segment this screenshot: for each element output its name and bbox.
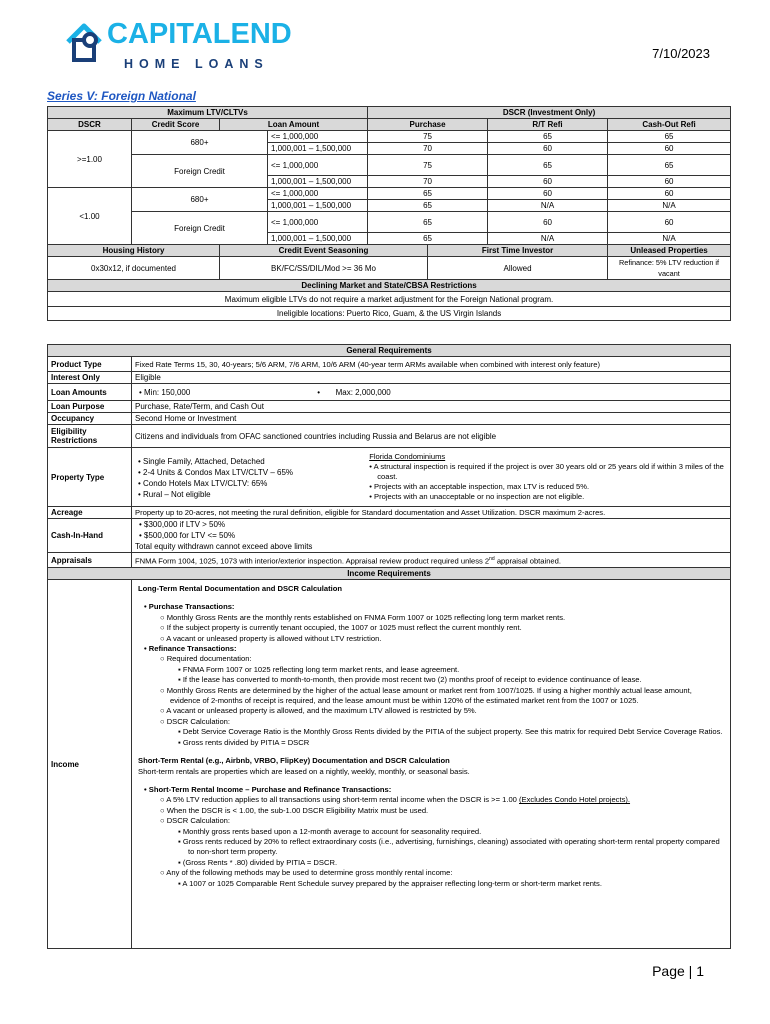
series-title: Series V: Foreign National bbox=[47, 89, 196, 103]
table-row bbox=[48, 131, 731, 143]
rt-refi-value: N/A bbox=[488, 200, 608, 212]
purchase-value: 65 bbox=[368, 212, 488, 233]
cash-in-hand-value bbox=[132, 519, 731, 553]
cashout-refi-value: 60 bbox=[608, 212, 731, 233]
credit-score-value: 680+ bbox=[132, 188, 268, 212]
table-row bbox=[48, 384, 731, 401]
income-requirements-header: Income Requirements bbox=[48, 568, 731, 580]
rt-refi-value: N/A bbox=[488, 233, 608, 245]
credit-score-value: Foreign Credit bbox=[132, 155, 268, 188]
col-purchase: Purchase bbox=[368, 119, 488, 131]
purchase-value: 75 bbox=[368, 155, 488, 176]
col-cashout-refi: Cash-Out Refi bbox=[608, 119, 731, 131]
purchase-value: 70 bbox=[368, 143, 488, 155]
credit-event-label: Credit Event Seasoning bbox=[220, 245, 428, 257]
purchase-value: 75 bbox=[368, 131, 488, 143]
cashout-refi-value: 60 bbox=[608, 188, 731, 200]
dscr-value: >=1.00 bbox=[48, 131, 132, 188]
list-item: ○ DSCR Calculation: bbox=[160, 816, 231, 826]
list-item: • Condo Hotels Max LTV/CLTV: 65% bbox=[138, 479, 268, 488]
product-type-value: Fixed Rate Terms 15, 30, 40-years; 5/6 ARM, 7/6 ARM, 10/6 ARM (40-year term ARMs available when combined with interest only feature) bbox=[132, 357, 731, 372]
table-row bbox=[48, 425, 731, 448]
declining-header-row bbox=[48, 280, 731, 292]
credit-event-value: BK/FC/SS/DIL/Mod >= 36 Mo bbox=[220, 257, 428, 280]
dscr-value: <1.00 bbox=[48, 188, 132, 245]
purchase-value: 65 bbox=[368, 188, 488, 200]
cashout-refi-value: N/A bbox=[608, 200, 731, 212]
list-item: ○ Monthly Gross Rents are determined by the higher of the actual lease amount or market rent from 1007/1025. If using a higher monthly actual lease amount, evidence of 2-months of receipt is required, and the lease amount must be within 120% of the estimated market rent from the 1007 or 1025. bbox=[160, 685, 692, 706]
list-item: ○ If the subject property is currently tenant occupied, the 1007 or 1025 must reflect the current monthly rent. bbox=[160, 623, 522, 633]
purchase-value: 70 bbox=[368, 176, 488, 188]
loan-purpose-label: Loan Purpose bbox=[48, 401, 132, 413]
cashout-refi-value: 60 bbox=[608, 143, 731, 155]
loan-amount-value: 1,000,001 – 1,500,000 bbox=[268, 176, 368, 188]
eligibility-label: Eligibility Restrictions bbox=[48, 425, 132, 448]
appraisals-value: FNMA Form 1004, 1025, 1073 with interior/exterior inspection. Appraisal review product required unless 2nd appraisal obtained. bbox=[132, 553, 731, 568]
acreage-value: Property up to 20-acres, not meeting the rural definition, eligible for Standard documentation and Asset Utilization. DSCR maximum 2-acres. bbox=[132, 507, 731, 519]
loan-amount-value: 1,000,001 – 1,500,000 bbox=[268, 143, 368, 155]
acreage-label: Acreage bbox=[48, 507, 132, 519]
florida-condominiums bbox=[367, 452, 730, 502]
table-row bbox=[48, 507, 731, 519]
document-date: 7/10/2023 bbox=[652, 46, 710, 61]
list-item: ○ Monthly Gross Rents are the monthly rents established on FNMA Form 1007 or 1025 reflecting long term market rents. bbox=[160, 612, 566, 622]
income-row bbox=[48, 580, 731, 949]
table-row bbox=[48, 357, 731, 372]
list-item: • Rural – Not eligible bbox=[138, 490, 211, 499]
rt-refi-value: 60 bbox=[488, 188, 608, 200]
ineligible-locations: Ineligible locations: Puerto Rico, Guam, & the US Virgin Islands bbox=[48, 307, 731, 321]
cashout-refi-value: 65 bbox=[608, 131, 731, 143]
matrix-column-header bbox=[48, 119, 731, 131]
occupancy-label: Occupancy bbox=[48, 413, 132, 425]
declining-market-text: Maximum eligible LTVs do not require a market adjustment for the Foreign National program. bbox=[48, 292, 731, 307]
list-item: ▪ Gross rents divided by PITIA = DSCR bbox=[178, 737, 310, 747]
interest-only-label: Interest Only bbox=[48, 372, 132, 384]
declining-text-row bbox=[48, 292, 731, 307]
list-item: ○ A 5% LTV reduction applies to all transactions using short-term rental income when the DSCR is >= 1.00 (Excludes Condo Hotel projects). bbox=[160, 795, 631, 805]
first-time-investor-label: First Time Investor bbox=[428, 245, 608, 257]
col-credit-score: Credit Score bbox=[132, 119, 220, 131]
rt-refi-value: 60 bbox=[488, 212, 608, 233]
list-item: • Projects with an unacceptable or no inspection are not eligible. bbox=[369, 492, 585, 501]
product-type-label: Product Type bbox=[48, 357, 132, 372]
str-income-title: • Short-Term Rental Income – Purchase and Refinance Transactions: bbox=[144, 784, 392, 794]
table-row bbox=[48, 519, 731, 553]
loan-amount-value: <= 1,000,000 bbox=[268, 212, 368, 233]
loan-amount-value: <= 1,000,000 bbox=[268, 188, 368, 200]
cash-in-hand-note: Total equity withdrawn cannot exceed above limits bbox=[135, 542, 313, 551]
property-type-list bbox=[132, 452, 367, 502]
list-item: • $300,000 if LTV > 50% bbox=[139, 520, 226, 529]
left-group-header: Maximum LTV/CLTVs bbox=[48, 107, 368, 119]
unleased-properties-value: Refinance: 5% LTV reduction if vacant bbox=[608, 257, 731, 280]
credit-score-value: 680+ bbox=[132, 131, 268, 155]
list-item: • A structural inspection is required if the project is over 30 years old or 25 years old if within 3 miles of the coast. bbox=[369, 462, 724, 481]
loan-amount-value: 1,000,001 – 1,500,000 bbox=[268, 233, 368, 245]
rt-refi-value: 65 bbox=[488, 155, 608, 176]
florida-title: Florida Condominiums bbox=[369, 452, 446, 461]
table-row bbox=[48, 188, 731, 200]
brand-name: CAPITALEND bbox=[107, 18, 292, 50]
refi-title: • Refinance Transactions: bbox=[144, 644, 237, 654]
table-row bbox=[48, 448, 731, 507]
list-item: ▪ Debt Service Coverage Ratio is the Monthly Gross Rents divided by the PITIA of the subject property. See this matrix for required Debt Service Coverage Ratios. bbox=[178, 727, 723, 737]
list-item: ○ Required documentation: bbox=[160, 654, 252, 664]
table-row bbox=[48, 401, 731, 413]
table-row bbox=[48, 372, 731, 384]
rt-refi-value: 60 bbox=[488, 176, 608, 188]
declining-market-header: Declining Market and State/CBSA Restrictions bbox=[48, 280, 731, 292]
list-item: • 2-4 Units & Condos Max LTV/CLTV – 65% bbox=[138, 468, 294, 477]
list-item: ○ A vacant or unleased property is allowed without LTV restriction. bbox=[160, 633, 382, 643]
list-item: ○ DSCR Calculation: bbox=[160, 716, 231, 726]
loan-amounts-value: • Min: 150,000 • Max: 2,000,000 bbox=[132, 384, 731, 401]
right-group-header: DSCR (Investment Only) bbox=[368, 107, 731, 119]
loan-amount-value: <= 1,000,000 bbox=[268, 155, 368, 176]
first-time-investor-value: Allowed bbox=[428, 257, 608, 280]
list-item: ○ When the DSCR is < 1.00, the sub-1.00 DSCR Eligibility Matrix must be used. bbox=[160, 805, 429, 815]
property-type-value bbox=[132, 448, 731, 507]
str-description: Short-term rentals are properties which are leased on a nightly, weekly, monthly, or seasonal basis. bbox=[138, 766, 470, 776]
income-content bbox=[132, 580, 731, 949]
credit-score-value: Foreign Credit bbox=[132, 212, 268, 245]
col-dscr: DSCR bbox=[48, 119, 132, 131]
list-item: • Projects with an acceptable inspection, max LTV is reduced 5%. bbox=[369, 482, 590, 491]
general-header-row bbox=[48, 345, 731, 357]
purchase-value: 65 bbox=[368, 200, 488, 212]
cashout-refi-value: N/A bbox=[608, 233, 731, 245]
list-item: ▪ If the lease has converted to month-to-month, then provide most recent two (2) months proof of receipt to evidence continuance of lease. bbox=[178, 675, 642, 685]
loan-max: Max: 2,000,000 bbox=[335, 387, 391, 397]
general-requirements-header: General Requirements bbox=[48, 345, 731, 357]
col-loan-amount: Loan Amount bbox=[220, 119, 368, 131]
loan-purpose-value: Purchase, Rate/Term, and Cash Out bbox=[132, 401, 731, 413]
rt-refi-value: 65 bbox=[488, 131, 608, 143]
income-header-row bbox=[48, 568, 731, 580]
purchase-title: • Purchase Transactions: bbox=[144, 602, 235, 612]
list-item: ▪ FNMA Form 1007 or 1025 reflecting long term market rents, and lease agreement. bbox=[178, 664, 460, 674]
property-type-label: Property Type bbox=[48, 448, 132, 507]
general-requirements-table bbox=[47, 344, 731, 949]
brand-subtitle: HOME LOANS bbox=[124, 57, 269, 71]
matrix-group-header bbox=[48, 107, 731, 119]
occupancy-value: Second Home or Investment bbox=[132, 413, 731, 425]
ltv-matrix-table bbox=[47, 106, 731, 321]
list-item: ▪ A 1007 or 1025 Comparable Rent Schedule survey prepared by the appraiser reflecting long-term or short-term market rents. bbox=[178, 878, 602, 888]
str-title: Short-Term Rental (e.g., Airbnb, VRBO, FlipKey) Documentation and DSCR Calculation bbox=[138, 756, 450, 766]
loan-min: Min: 150,000 bbox=[144, 387, 191, 397]
table-row bbox=[48, 155, 731, 176]
table-row bbox=[48, 413, 731, 425]
unleased-properties-label: Unleased Properties bbox=[608, 245, 731, 257]
list-item: ○ A vacant or unleased property is allowed, and the maximum LTV allowed is restricted by 5%. bbox=[160, 706, 477, 716]
history-header-row bbox=[48, 245, 731, 257]
list-item: • $500,000 for LTV <= 50% bbox=[139, 531, 236, 540]
loan-amount-value: <= 1,000,000 bbox=[268, 131, 368, 143]
interest-only-value: Eligible bbox=[132, 372, 731, 384]
income-label: Income bbox=[48, 580, 132, 949]
rt-refi-value: 60 bbox=[488, 143, 608, 155]
page-number: Page | 1 bbox=[652, 963, 704, 979]
cashout-refi-value: 60 bbox=[608, 176, 731, 188]
table-row bbox=[48, 212, 731, 233]
cashout-refi-value: 65 bbox=[608, 155, 731, 176]
appraisals-label: Appraisals bbox=[48, 553, 132, 568]
col-rt-refi: R/T Refi bbox=[488, 119, 608, 131]
list-item: • Single Family, Attached, Detached bbox=[138, 457, 265, 466]
ineligible-row bbox=[48, 307, 731, 321]
history-value-row bbox=[48, 257, 731, 280]
table-row bbox=[48, 553, 731, 568]
housing-history-value: 0x30x12, if documented bbox=[48, 257, 220, 280]
list-item: ▪ Monthly gross rents based upon a 12-month average to account for seasonality required. bbox=[178, 826, 482, 836]
eligibility-value: Citizens and individuals from OFAC sanctioned countries including Russia and Belarus are not eligible bbox=[132, 425, 731, 448]
list-item: ▪ Gross rents reduced by 20% to reflect extraordinary costs (i.e., advertising, furnishings, cleaning) associated with operating short-term rental property compared to non-short term property. bbox=[178, 836, 720, 857]
list-item: ○ Any of the following methods may be used to determine gross monthly rental income: bbox=[160, 868, 453, 878]
cash-in-hand-label: Cash-In-Hand bbox=[48, 519, 132, 553]
purchase-value: 65 bbox=[368, 233, 488, 245]
housing-history-label: Housing History bbox=[48, 245, 220, 257]
list-item: ▪ (Gross Rents * .80) divided by PITIA = DSCR. bbox=[178, 857, 338, 867]
loan-amount-value: 1,000,001 – 1,500,000 bbox=[268, 200, 368, 212]
ltr-title: Long-Term Rental Documentation and DSCR Calculation bbox=[138, 584, 343, 593]
loan-amounts-label: Loan Amounts bbox=[48, 384, 132, 401]
